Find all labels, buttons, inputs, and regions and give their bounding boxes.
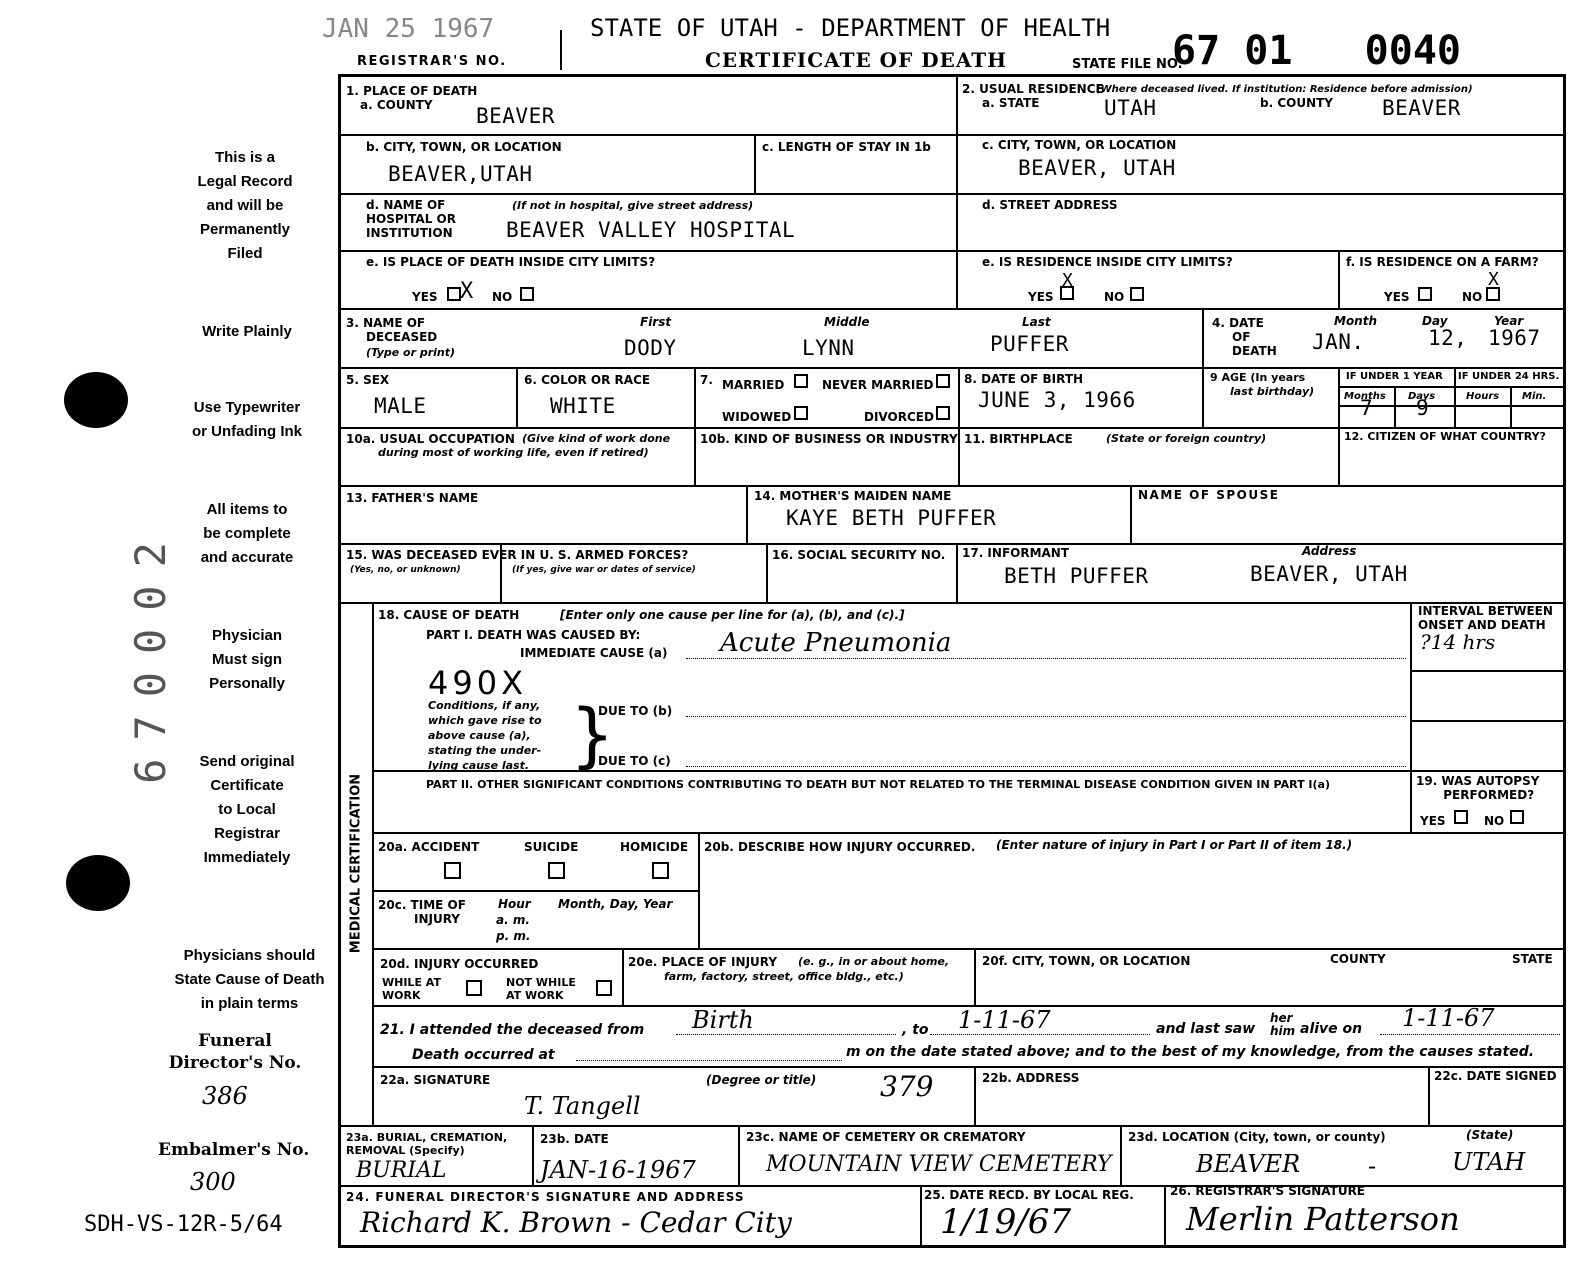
never-married-checkbox[interactable] — [936, 374, 950, 388]
cause-of-death-note: [Enter only one cause per line for (a), (b), and (c).] — [560, 608, 905, 622]
part2-label: PART II. OTHER SIGNIFICANT CONDITIONS CONTRIBUTING TO DEATH BUT NOT RELATED TO THE TERMINAL DISEASE CONDITION GIVEN IN PART I(a) — [426, 778, 1331, 791]
sidebar-cause-plain: Physicians should State Cause of Death in plain terms — [174, 947, 325, 1012]
burial-value: BURIAL — [356, 1158, 447, 1183]
cemetery-label: 23c. NAME OF CEMETERY OR CREMATORY — [746, 1130, 1026, 1144]
autopsy-yes-label: YES — [1420, 814, 1446, 828]
date-received-value: 1/19/67 — [940, 1202, 1072, 1242]
alive-on-value: 1-11-67 — [1402, 1004, 1495, 1032]
type-or-print-note: (Type or print) — [366, 346, 456, 359]
immediate-cause-line — [686, 658, 1406, 659]
age-months-value: 7 — [1360, 396, 1374, 420]
embalmer-label: Embalmer's No. — [158, 1140, 310, 1160]
attended-from-line — [676, 1034, 896, 1035]
residence-county-value: BEAVER — [1382, 96, 1461, 120]
rule — [1338, 250, 1340, 308]
sidebar-legal-record: This is a Legal Record and will be Permanently Filed — [197, 149, 293, 262]
widowed-checkbox[interactable] — [794, 406, 808, 420]
sidebar-write-plainly: Write Plainly — [202, 323, 292, 340]
agency-title: STATE OF UTAH - DEPARTMENT OF HEALTH — [590, 14, 1111, 42]
autopsy-no-checkbox[interactable] — [1510, 810, 1524, 824]
minutes-label: Min. — [1522, 391, 1547, 402]
cemetery-value: MOUNTAIN VIEW CEMETERY — [766, 1152, 1112, 1177]
rule — [340, 250, 1566, 252]
state-file-label: STATE FILE NO. — [1072, 57, 1183, 72]
rule — [1338, 386, 1566, 388]
res-yes-label: YES — [1028, 290, 1054, 304]
rule — [920, 1185, 922, 1245]
rule — [372, 890, 698, 892]
knowledge-statement: m on the date stated above; and to the best of my knowledge, from the causes stated. — [846, 1044, 1535, 1060]
conditions-note: Conditions, if any, which gave rise to above cause (a), stating the under- lying cause last. — [428, 699, 542, 772]
physician-signature: T. Tangell — [524, 1092, 641, 1120]
date-received-label: 25. DATE RECD. BY LOCAL REG. — [924, 1188, 1134, 1202]
rule — [1130, 485, 1132, 543]
middle-name-value: LYNN — [802, 336, 855, 360]
death-county-value: BEAVER — [476, 104, 555, 128]
burial-date-value: JAN-16-1967 — [540, 1156, 696, 1184]
while-at-work-label: WHILE AT WORK — [382, 976, 441, 1002]
mother-name-value: KAYE BETH PUFFER — [786, 506, 997, 530]
place-no-label: NO — [492, 290, 513, 304]
dod-month-value: JAN. — [1312, 330, 1365, 354]
hospital-label: d. NAME OF HOSPITAL OR INSTITUTION — [366, 198, 456, 240]
sidebar-send-original: Send original Certificate to Local Registrar Immediately — [199, 753, 295, 866]
res-yes-mark: X — [1062, 270, 1074, 291]
cemetery-state-label: (State) — [1466, 1128, 1514, 1142]
married-label: MARRIED — [722, 378, 785, 392]
place-of-injury-label: 20e. PLACE OF INJURY — [628, 955, 778, 969]
conditions-brace: } — [570, 694, 615, 776]
pm-label: p. m. — [496, 929, 531, 943]
rule — [958, 367, 960, 485]
usual-residence-note: (Where deceased lived. If institution: Residence before admission) — [1096, 84, 1473, 95]
informant-label: 17. INFORMANT — [962, 546, 1070, 560]
informant-value: BETH PUFFER — [1004, 564, 1149, 588]
rule — [340, 134, 1566, 136]
rule — [372, 948, 1566, 950]
city-label: b. CITY, TOWN, OR LOCATION — [366, 140, 562, 154]
rule — [340, 308, 1566, 310]
part1-label: PART I. DEATH WAS CAUSED BY: — [426, 628, 641, 642]
farm-no-mark: X — [1488, 269, 1500, 290]
date-of-death-label: 4. DATE OF DEATH — [1212, 316, 1277, 358]
divorced-label: DIVORCED — [864, 410, 934, 424]
dod-day-value: 12, — [1428, 326, 1468, 350]
rule — [754, 134, 756, 193]
inside-city-limits-label: e. IS PLACE OF DEATH INSIDE CITY LIMITS? — [366, 255, 656, 269]
rule — [340, 543, 1566, 545]
race-value: WHITE — [550, 394, 616, 418]
dod-day-label: Day — [1422, 314, 1448, 328]
rule — [766, 543, 768, 602]
alive-on-label: alive on — [1300, 1021, 1363, 1037]
residence-state-value: UTAH — [1104, 96, 1157, 120]
first-name-value: DODY — [624, 336, 677, 360]
rule — [340, 1125, 1566, 1127]
rule — [1410, 670, 1566, 672]
middle-name-label: Middle — [824, 315, 870, 329]
degree-title-label: (Degree or title) — [706, 1073, 817, 1087]
death-city-value: BEAVER,UTAH — [388, 162, 533, 186]
street-address-label: d. STREET ADDRESS — [982, 198, 1118, 212]
occupation-note: (Give kind of work done — [522, 432, 671, 445]
hour-label: Hour — [498, 897, 531, 911]
rule — [1410, 720, 1566, 722]
rule — [956, 543, 958, 602]
her-him-label: her him — [1270, 1011, 1296, 1038]
sex-label: 5. SEX — [346, 373, 390, 387]
funeral-director-number: 386 — [202, 1082, 248, 1110]
rule — [622, 948, 624, 1005]
marital-label: 7. — [700, 373, 713, 387]
time-of-injury-label: 20c. TIME OF INJURY — [378, 898, 466, 926]
not-while-at-work-label: NOT WHILE AT WORK — [506, 976, 576, 1002]
registrar-no-label: REGISTRAR'S NO. — [357, 54, 507, 69]
res-no-checkbox[interactable] — [1130, 287, 1144, 301]
rule — [738, 1125, 740, 1185]
received-date-stamp: JAN 25 1967 — [322, 14, 495, 44]
last-name-label: Last — [1022, 315, 1051, 329]
death-occurred-line — [576, 1060, 842, 1061]
funeral-director-label: Funeral Director's No. — [168, 1031, 302, 1073]
cemetery-location-value: BEAVER — [1196, 1150, 1301, 1178]
days-label: Days — [1408, 391, 1436, 402]
farm-no-label: NO — [1462, 290, 1483, 304]
place-yes-checkbox[interactable] — [447, 287, 461, 301]
occupation-label: 10a. USUAL OCCUPATION — [346, 432, 515, 446]
usual-residence-label: 2. USUAL RESIDENCE — [962, 82, 1104, 96]
rule — [340, 485, 1566, 487]
informant-address-value: BEAVER, UTAH — [1250, 562, 1408, 586]
rule — [340, 193, 1566, 195]
dob-value: JUNE 3, 1966 — [978, 388, 1136, 412]
injury-city-label: 20f. CITY, TOWN, OR LOCATION — [982, 954, 1191, 968]
sex-value: MALE — [374, 394, 427, 418]
rule — [516, 367, 518, 427]
residence-city-label: c. CITY, TOWN, OR LOCATION — [982, 138, 1177, 152]
first-name-label: First — [640, 315, 672, 329]
rule — [1394, 386, 1396, 427]
interval-value: ?14 hrs — [1420, 630, 1496, 654]
due-to-c-line — [686, 766, 1406, 767]
ssn-label: 16. SOCIAL SECURITY NO. — [772, 548, 946, 562]
divorced-checkbox[interactable] — [936, 406, 950, 420]
under-24-hrs-label: IF UNDER 24 HRS. — [1458, 371, 1560, 382]
registrar-signature-label: 26. REGISTRAR'S SIGNATURE — [1170, 1184, 1365, 1198]
farm-yes-label: YES — [1384, 290, 1410, 304]
birthplace-label: 11. BIRTHPLACE — [964, 432, 1073, 446]
suicide-checkbox[interactable] — [548, 862, 565, 879]
attended-from-value: Birth — [692, 1006, 754, 1034]
attended-to-label: , to — [902, 1022, 929, 1038]
cemetery-location-dash: - — [1368, 1152, 1377, 1180]
rule — [956, 76, 958, 193]
rule — [1510, 386, 1512, 427]
injury-description-label: 20b. DESCRIBE HOW INJURY OCCURRED. — [704, 840, 976, 854]
rule — [372, 1066, 1566, 1068]
race-label: 6. COLOR OR RACE — [524, 373, 651, 387]
injury-description-note: (Enter nature of injury in Part I or Part II of item 18.) — [996, 838, 1353, 852]
vertical-serial-number: 670002 — [126, 524, 175, 784]
burial-label: 23a. BURIAL, CREMATION, REMOVAL (Specify) — [346, 1131, 508, 1157]
residence-city-value: BEAVER, UTAH — [1018, 156, 1176, 180]
last-name-value: PUFFER — [990, 332, 1069, 356]
hospital-value: BEAVER VALLEY HOSPITAL — [506, 218, 796, 242]
hospital-note: (If not in hospital, give street address) — [512, 199, 754, 212]
attended-to-value: 1-11-67 — [958, 1006, 1051, 1034]
rule — [694, 367, 696, 485]
dod-month-label: Month — [1334, 314, 1378, 328]
armed-forces-note-1: (Yes, no, or unknown) — [350, 565, 461, 575]
married-checkbox[interactable] — [794, 374, 808, 388]
funeral-director-signature: Richard K. Brown - Cedar City — [360, 1206, 792, 1239]
physician-number: 379 — [880, 1070, 934, 1103]
length-of-stay-label: c. LENGTH OF STAY IN 1b — [762, 140, 931, 154]
due-to-b-line — [686, 716, 1406, 717]
rule — [1120, 1125, 1122, 1185]
injury-county-label: COUNTY — [1330, 952, 1386, 966]
autopsy-label: 19. WAS AUTOPSY PERFORMED? — [1416, 774, 1540, 802]
punch-hole-bottom — [66, 855, 130, 911]
physician-address-label: 22b. ADDRESS — [982, 1071, 1080, 1085]
rule — [974, 1066, 976, 1125]
due-to-b-label: DUE TO (b) — [598, 704, 673, 718]
rule — [1338, 367, 1340, 485]
father-name-label: 13. FATHER'S NAME — [346, 491, 479, 505]
rule — [1428, 1066, 1430, 1125]
place-no-checkbox[interactable] — [520, 287, 534, 301]
place-of-death-label: 1. PLACE OF DEATH — [346, 84, 478, 98]
while-at-work-checkbox[interactable] — [466, 980, 482, 996]
form-id: SDH-VS-12R-5/64 — [84, 1212, 283, 1237]
rule — [1164, 1185, 1166, 1245]
cemetery-state-value: UTAH — [1452, 1148, 1526, 1176]
farm-yes-checkbox[interactable] — [1418, 287, 1432, 301]
injury-state-label: STATE — [1512, 952, 1553, 966]
death-occurred-label: Death occurred at — [412, 1047, 555, 1063]
immediate-cause-label: IMMEDIATE CAUSE (a) — [520, 646, 668, 660]
occupation-note-2: during most of working life, even if retired) — [378, 446, 649, 459]
months-label: Months — [1344, 391, 1386, 402]
due-to-c-label: DUE TO (c) — [598, 754, 671, 768]
homicide-label: HOMICIDE — [620, 840, 689, 854]
rule — [1410, 602, 1412, 832]
registrar-signature: Merlin Patterson — [1186, 1200, 1460, 1238]
attended-to-line — [930, 1034, 1150, 1035]
sidebar-complete: All items to be complete and accurate — [200, 501, 294, 566]
hours-label: Hours — [1466, 391, 1500, 402]
accident-label: 20a. ACCIDENT — [378, 840, 480, 854]
rule — [372, 770, 1566, 772]
age-days-value: 9 — [1416, 396, 1430, 420]
age-label: 9 AGE (In years last birthday) — [1210, 371, 1315, 398]
rule — [372, 602, 374, 1125]
autopsy-no-label: NO — [1484, 814, 1505, 828]
never-married-label: NEVER MARRIED — [822, 378, 934, 392]
alive-on-line — [1380, 1034, 1560, 1035]
state-file-number: 67 01 0040 — [1172, 28, 1461, 74]
rule — [698, 832, 700, 948]
rule — [532, 1125, 534, 1185]
medical-certification-label: MEDICAL CERTIFICATION — [348, 773, 364, 954]
funeral-director-signature-label: 24. FUNERAL DIRECTOR'S SIGNATURE AND ADDRESS — [346, 1190, 745, 1204]
place-yes-label: YES — [412, 290, 438, 304]
cause-of-death-label: 18. CAUSE OF DEATH — [378, 608, 520, 622]
suicide-label: SUICIDE — [524, 840, 579, 854]
birthplace-note: (State or foreign country) — [1106, 432, 1267, 445]
citizen-label: 12. CITIZEN OF WHAT COUNTRY? — [1344, 430, 1546, 443]
rule — [956, 193, 958, 308]
place-of-injury-note: (e. g., in or about home, — [798, 955, 950, 968]
armed-forces-note-2: (If yes, give war or dates of service) — [512, 565, 696, 575]
dod-year-value: 1967 — [1488, 326, 1541, 350]
interval-label: INTERVAL BETWEEN ONSET AND DEATH — [1418, 604, 1553, 632]
certificate-title: CERTIFICATE OF DEATH — [705, 48, 1008, 72]
rule — [340, 367, 1566, 369]
rule — [340, 427, 1566, 429]
rule — [340, 602, 1566, 604]
place-yes-mark: X — [460, 279, 474, 304]
name-of-deceased-label: 3. NAME OF DECEASED — [346, 316, 438, 344]
autopsy-yes-checkbox[interactable] — [1454, 810, 1468, 824]
date-signed-label: 22c. DATE SIGNED — [1434, 1069, 1557, 1083]
farm-label: f. IS RESIDENCE ON A FARM? — [1346, 255, 1539, 269]
immediate-cause-value: Acute Pneumonia — [720, 628, 952, 658]
rule — [1454, 367, 1456, 427]
rule — [746, 485, 748, 543]
residence-state-label: a. STATE — [982, 96, 1040, 110]
am-label: a. m. — [496, 913, 530, 927]
dob-label: 8. DATE OF BIRTH — [964, 372, 1084, 386]
place-of-injury-note-2: farm, factory, street, office bldg., etc.) — [664, 970, 904, 983]
punch-hole-top — [64, 372, 128, 428]
dod-year-label: Year — [1494, 314, 1524, 328]
armed-forces-label: 15. WAS DECEASED EVER IN U. S. ARMED FORCES? — [346, 548, 689, 562]
sidebar-typewriter: Use Typewriter or Unfading Ink — [192, 399, 302, 440]
business-label: 10b. KIND OF BUSINESS OR INDUSTRY — [700, 432, 958, 446]
rule — [340, 1185, 1566, 1187]
county-label: a. COUNTY — [360, 98, 433, 112]
residence-inside-city-label: e. IS RESIDENCE INSIDE CITY LIMITS? — [982, 255, 1233, 269]
rule — [372, 832, 1566, 834]
homicide-checkbox[interactable] — [652, 862, 669, 879]
injury-occurred-label: 20d. INJURY OCCURRED — [380, 957, 539, 971]
widowed-label: WIDOWED — [722, 410, 792, 424]
rule — [1202, 308, 1204, 427]
embalmer-number: 300 — [190, 1168, 236, 1196]
not-while-at-work-checkbox[interactable] — [596, 980, 612, 996]
burial-date-label: 23b. DATE — [540, 1132, 609, 1146]
spouse-name-label: NAME OF SPOUSE — [1138, 488, 1280, 502]
cemetery-location-label: 23d. LOCATION (City, town, or county) — [1128, 1130, 1386, 1144]
header-divider — [560, 30, 562, 70]
last-saw-label: and last saw — [1156, 1021, 1256, 1037]
accident-checkbox[interactable] — [444, 862, 461, 879]
res-no-label: NO — [1104, 290, 1125, 304]
under-1-year-label: IF UNDER 1 YEAR — [1346, 371, 1443, 382]
cause-code-value: 490X — [428, 664, 527, 702]
rule — [974, 948, 976, 1005]
sidebar-physician: Physician Must sign Personally — [209, 627, 285, 692]
attended-from-label: 21. I attended the deceased from — [380, 1022, 645, 1038]
informant-address-label: Address — [1302, 544, 1357, 558]
mother-name-label: 14. MOTHER'S MAIDEN NAME — [754, 489, 952, 503]
residence-county-label: b. COUNTY — [1260, 96, 1333, 110]
signature-label: 22a. SIGNATURE — [380, 1073, 491, 1087]
injury-date-label: Month, Day, Year — [558, 897, 673, 911]
